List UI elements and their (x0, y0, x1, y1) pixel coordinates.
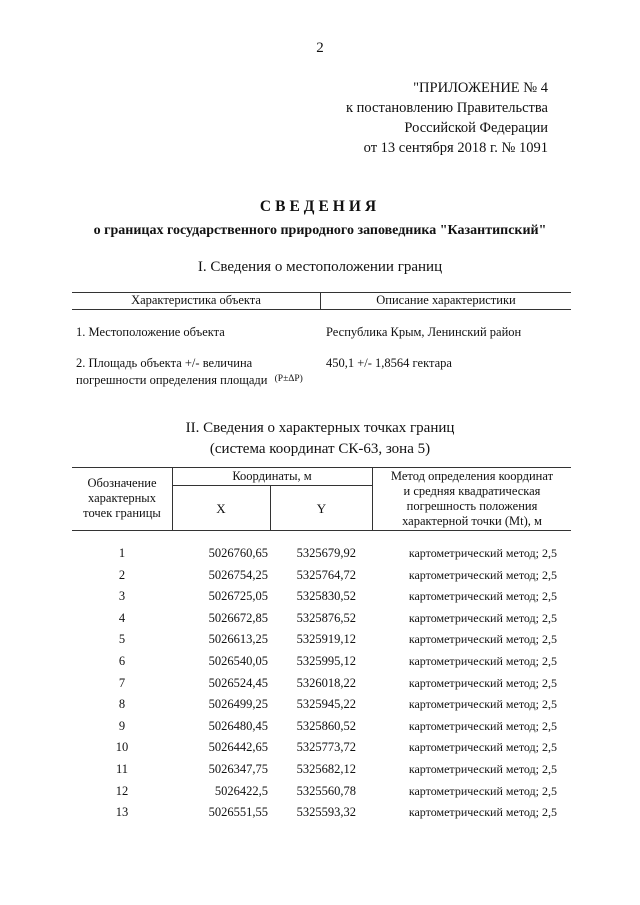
appendix-line: Российской Федерации (404, 120, 548, 136)
coord-x: 5026760,65 (208, 546, 268, 560)
method-value: картометрический метод; 2,5 (408, 654, 557, 668)
appendix-line: к постановлению Правительства (346, 100, 548, 116)
coord-y: 5325860,52 (296, 718, 356, 733)
header-line: Метод определения координат (390, 469, 554, 483)
coord-y: 5325945,22 (296, 697, 356, 712)
point-number: 10 (115, 740, 129, 755)
table2-coords-rule (172, 485, 372, 486)
coord-y: 5325876,52 (296, 610, 356, 625)
table-row (72, 676, 571, 697)
point-number: 4 (118, 610, 126, 625)
method-value: картометрический метод; 2,5 (408, 783, 557, 798)
document-heading: СВЕДЕНИЯ (259, 198, 381, 215)
appendix-title: "ПРИЛОЖЕНИЕ № 4 (413, 80, 548, 96)
point-number: 1 (118, 546, 126, 560)
coord-y: 5325679,92 (296, 546, 356, 560)
table2-header-designation (72, 476, 172, 521)
coord-x: 5026540,05 (208, 654, 268, 668)
point-number: 2 (118, 567, 126, 582)
table-row (72, 719, 571, 740)
method-value: картометрический метод; 2,5 (408, 718, 557, 733)
table1-row2-name-cont (76, 371, 303, 388)
appendix-block (346, 78, 548, 158)
method-value: картометрический метод; 2,5 (408, 567, 557, 582)
table2-header-rule (72, 530, 571, 531)
point-number: 7 (118, 675, 126, 690)
table1-header-rule (72, 309, 571, 310)
coord-x: 5026347,75 (208, 762, 268, 776)
table-row (72, 589, 571, 610)
point-number: 12 (115, 783, 129, 798)
table1-header-description: Описание характеристики (376, 293, 516, 307)
coord-x: 5026422,5 (214, 783, 268, 798)
coord-y: 5325560,78 (296, 783, 356, 798)
table1-row1-value: Республика Крым, Ленинский район (326, 325, 522, 339)
table-row (72, 654, 571, 675)
table-row (72, 740, 571, 761)
method-value: картометрический метод; 2,5 (408, 546, 557, 560)
page-number: 2 (316, 40, 324, 56)
table-row (72, 697, 571, 718)
table1-row1-name: 1. Местоположение объекта (76, 325, 225, 339)
coord-y: 5325830,52 (296, 589, 356, 604)
coord-y: 5325995,12 (296, 654, 356, 668)
point-number: 13 (115, 805, 129, 820)
table1-header-characteristic: Характеристика объекта (131, 293, 261, 307)
table-row (72, 805, 571, 826)
table2-header-method (373, 469, 571, 529)
appendix-date: от 13 сентября 2018 г. № 1091 (363, 140, 548, 156)
header-line: точек границы (83, 506, 161, 520)
table2-header-x: X (216, 501, 226, 516)
method-value: картометрический метод; 2,5 (408, 762, 557, 776)
method-value: картометрический метод; 2,5 (408, 675, 557, 690)
coord-x: 5026672,85 (208, 610, 268, 625)
header-line: и средняя квадратическая (403, 484, 541, 498)
coord-y: 5325682,12 (296, 762, 356, 776)
method-value: картометрический метод; 2,5 (408, 697, 557, 712)
method-value: картометрический метод; 2,5 (408, 632, 557, 647)
section2-title (0, 418, 640, 460)
point-number: 11 (115, 762, 129, 776)
section2-title-line1: II. Сведения о характерных точках границ (185, 420, 455, 436)
header-line: погрешность положения (406, 499, 538, 513)
table-row (72, 762, 571, 783)
coord-y: 5325593,32 (296, 805, 356, 820)
section2-title-line2: (система координат СК-63, зона 5) (209, 441, 431, 457)
table-row (72, 784, 571, 805)
document-subheading: о границах государственного природного заповедника "Казантипский" (93, 223, 547, 238)
method-value: картометрический метод; 2,5 (408, 740, 557, 755)
header-line: Обозначение (87, 476, 157, 490)
coord-x: 5026613,25 (208, 632, 268, 647)
coord-y: 5326018,22 (296, 675, 356, 690)
method-value: картометрический метод; 2,5 (408, 610, 557, 625)
method-value: картометрический метод; 2,5 (408, 805, 557, 820)
coord-x: 5026480,45 (208, 718, 268, 733)
method-value: картометрический метод; 2,5 (408, 589, 557, 604)
table1-row2-note: (P±ΔP) (274, 374, 303, 384)
table-row (72, 546, 571, 567)
coord-x: 5026524,45 (208, 675, 268, 690)
table2-top-rule (72, 467, 571, 468)
coord-x: 5026551,55 (208, 805, 268, 820)
coord-x: 5026499,25 (208, 697, 268, 712)
table1-row2-name-line2: погрешности определения площади (76, 373, 268, 387)
point-number: 8 (118, 697, 126, 712)
coord-y: 5325764,72 (296, 567, 356, 582)
point-number: 5 (118, 632, 126, 647)
header-line: характерных (88, 491, 156, 505)
table-row (72, 611, 571, 632)
table1-row2-value: 450,1 +/- 1,8564 гектара (326, 356, 452, 370)
coord-y: 5325919,12 (296, 632, 356, 647)
header-line: характерной точки (Mt), м (402, 514, 542, 528)
table2-header-y: Y (316, 501, 327, 516)
point-number: 6 (118, 654, 126, 668)
coord-x: 5026442,65 (208, 740, 268, 755)
table-row (72, 632, 571, 653)
coord-y: 5325773,72 (296, 740, 356, 755)
point-number: 9 (118, 718, 126, 733)
point-number: 3 (118, 589, 126, 604)
section1-title: I. Сведения о местоположении границ (197, 259, 443, 275)
coord-x: 5026754,25 (208, 567, 268, 582)
table2-header-coords: Координаты, м (232, 469, 312, 483)
table1-row2-name: 2. Площадь объекта +/- величина (76, 356, 253, 370)
coord-x: 5026725,05 (208, 589, 268, 604)
table-row (72, 568, 571, 589)
